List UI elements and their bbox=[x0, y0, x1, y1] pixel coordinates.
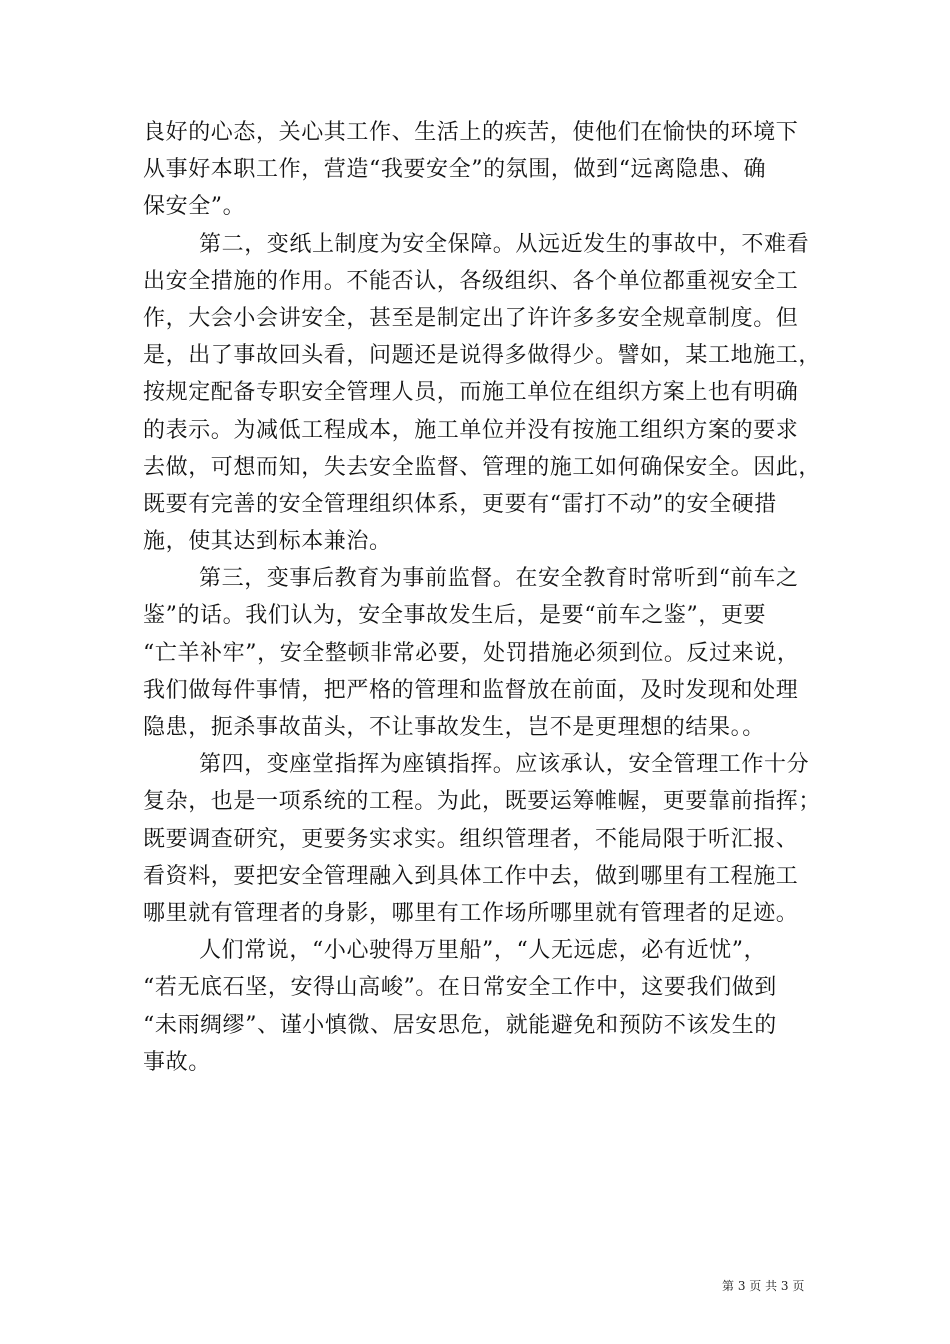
page-number-footer: 第 3 页 共 3 页 bbox=[722, 1279, 805, 1293]
paragraph-1 bbox=[143, 114, 809, 226]
text-line: 既要调查研究，更要务实求实。组织管理者，不能局限于听汇报、 bbox=[143, 826, 799, 852]
text-line: 哪里就有管理者的身影，哪里有工作场所哪里就有管理者的足迹。 bbox=[143, 900, 799, 926]
text-line: 我们做每件事情，把严格的管理和监督放在前面，及时发现和处理 bbox=[143, 677, 799, 703]
text-line: 作，大会小会讲安全，甚至是制定出了许许多多安全规章制度。但 bbox=[143, 305, 799, 331]
text-line: 的表示。为减低工程成本，施工单位并没有按施工组织方案的要求 bbox=[143, 417, 799, 443]
text-line: “若无底石坚，安得山高峻”。在日常安全工作中，这要我们做到 bbox=[143, 975, 777, 1001]
text-line: 看资料，要把安全管理融入到具体工作中去，做到哪里有工程施工 bbox=[143, 863, 799, 889]
text-line: 第三，变事后教育为事前监督。在安全教育时常听到“前车之 bbox=[199, 566, 799, 592]
text-line: 第四，变座堂指挥为座镇指挥。应该承认，安全管理工作十分 bbox=[199, 752, 810, 778]
paragraph-4 bbox=[143, 746, 822, 932]
text-line: 施，使其达到标本兼治。 bbox=[143, 529, 392, 555]
text-line: 按规定配备专职安全管理人员，而施工单位在组织方案上也有明确 bbox=[143, 380, 799, 406]
text-line: 隐患，扼杀事故苗头，不让事故发生，岂不是更理想的结果。。 bbox=[143, 715, 765, 740]
text-line: 是，出了事故回头看，问题还是说得多做得少。譬如，某工地施工， bbox=[143, 343, 822, 369]
text-line: 复杂，也是一项系统的工程。为此，既要运筹帷幄，更要靠前指挥； bbox=[143, 789, 822, 815]
text-line: 从事好本职工作，营造“我要安全”的氛围，做到“远离隐患、确 bbox=[143, 157, 767, 183]
text-line: 鉴”的话。我们认为，安全事故发生后，是要“前车之鉴”，更要 bbox=[143, 603, 767, 629]
text-line: 去做，可想而知，失去安全监督、管理的施工如何确保安全。因此， bbox=[143, 454, 822, 480]
paragraph-2 bbox=[143, 226, 822, 561]
text-line: 良好的心态，关心其工作、生活上的疾苦，使他们在愉快的环境下 bbox=[143, 120, 799, 145]
text-line: 事故。 bbox=[143, 1049, 211, 1075]
text-line: 既要有完善的安全管理组织体系，更要有“雷打不动”的安全硬措 bbox=[143, 491, 777, 517]
text-line: 出安全措施的作用。不能否认，各级组织、各个单位都重视安全工 bbox=[143, 268, 799, 294]
paragraph-5 bbox=[143, 932, 809, 1081]
body-text bbox=[143, 114, 822, 1081]
text-line: “未雨绸缪”、谨小慎微、居安思危，就能避免和预防不该发生的 bbox=[143, 1012, 777, 1038]
text-line: “亡羊补牢”，安全整顿非常必要，处罚措施必须到位。反过来说， bbox=[143, 640, 800, 666]
text-line: 保安全”。 bbox=[143, 194, 246, 220]
text-line: 第二，变纸上制度为安全保障。从远近发生的事故中，不难看 bbox=[199, 231, 810, 257]
text-line: 人们常说，“小心驶得万里船”，“人无远虑，必有近忧”， bbox=[199, 938, 767, 964]
paragraph-3 bbox=[143, 560, 809, 746]
